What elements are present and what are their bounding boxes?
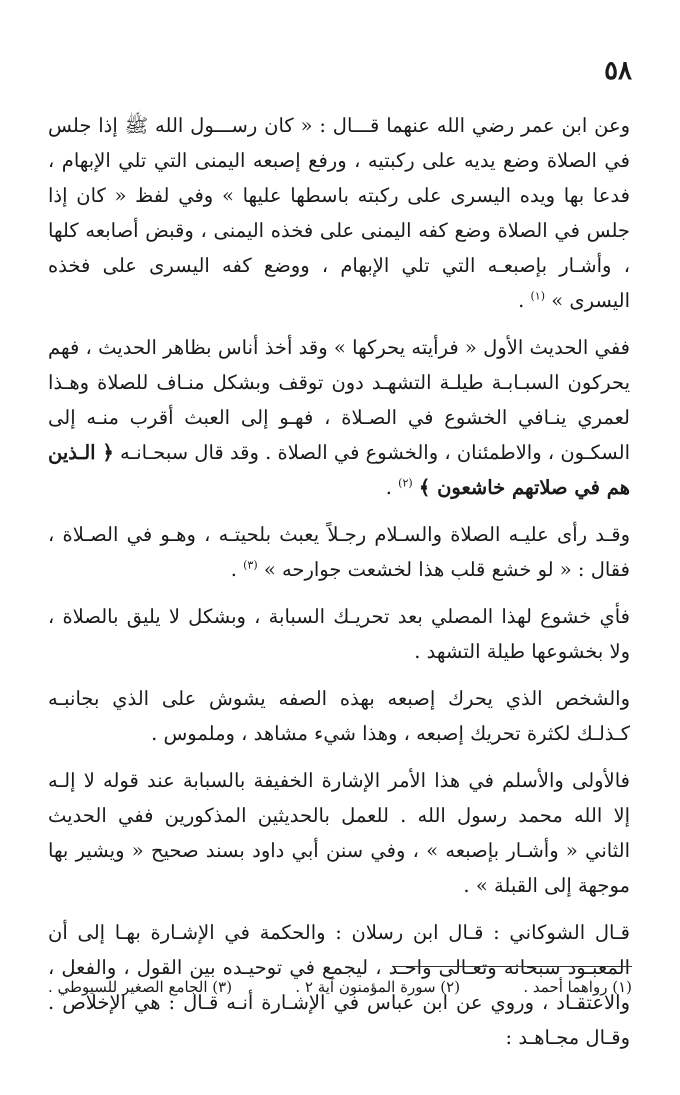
quran-verse: ﴿ الـذين هم في صلاتهم خاشعون ﴾ [48, 441, 630, 499]
footnote-divider [392, 966, 632, 967]
footnote-ref-2[interactable]: (٢) [398, 476, 413, 490]
paragraph-first-hadith-discussion [48, 330, 632, 505]
footnote-ref-3[interactable]: (٣) [243, 558, 258, 572]
paragraph-end: . [518, 289, 531, 312]
footnotes [48, 976, 632, 998]
paragraph-hadith-ibn-umar [48, 108, 632, 318]
paragraph-text: وعن ابن عمر رضي الله عنهما قـــال : « كان رســـول الله ﷺ إذا جلس في الصلاة وضع يديه على ركبتيه ، ورفع إصبعه اليمنى التي تلي الإبهام ، فدعا بها ويده اليسرى على ركبته باسطها عليها » وفي لفظ « كان إذا جلس في الصلاة وضع كفه اليمنى على فخذه اليمنى ، وقبض أصابعه كلها ، وأشـار بإصبعـه التي تلي الإبهام ، ووضع كفه اليسرى على فخذه اليسرى » [48, 114, 630, 312]
footnote-2: (٢) سورة المؤمنون آية ٢ . [295, 978, 461, 996]
paragraph-what-humility: فأي خشوع لهذا المصلي بعد تحريـك السبابة ، وبشكل لا يليق بالصلاة ، ولا بخشوعها طيلة التشهد . [48, 605, 630, 663]
footnote-ref-1[interactable]: (١) [530, 289, 545, 303]
body-text [48, 108, 632, 1067]
paragraph-text: وقـد رأى عليـه الصلاة والسـلام رجـلاً يعبث بلحيتـه ، وهـو في الصـلاة ، فقال : « لو خشع قلب هذا لخشعت جوارحه » [48, 523, 630, 581]
paragraph-text: ففي الحديث الأول « فرأيته يحركها » وقد أخذ أناس بظاهر الحديث ، فهم يحركون السبـابـة طيلـة التشهـد دون توقف وبشكل منـاف للصلاة وهـذا لعمري ينـافي الخشوع في الصـلاة ، فهـو إلى العبث أقرب منـه إلى السكـون ، والاطمئنان ، والخشوع في الصلاة . وقد قال سبحـانـه [48, 336, 630, 464]
paragraph-better-light-pointing: فالأولى والأسلم في هذا الأمر الإشارة الخفيفة بالسبابة عند قوله لا إلـه إلا الله محمد رسول الله . للعمل بالحديثين المذكورين ففي الحديث الثاني « وأشـار بإصبعه » ، وفي سنن أبي داود بسند صحيح « ويشير بها موجهة إلى القبلة » . [48, 769, 630, 897]
paragraph-shawkani: قـال الشوكاني : قـال ابن رسلان : والحكمة في الإشـارة بهـا إلى أن المعبـود سبحانه وتعـالى واحـد ، ليجمع في توحيـده بين القول ، والفعل ، والاعتقـاد ، وروي عن ابن عباس في الإشـارة أنـه قـال : هي الإخلاص . وقـال مجـاهـد : [48, 921, 630, 1049]
paragraph-disturbs-neighbor: والشخص الذي يحرك إصبعه بهذه الصفه يشوش على الذي بجانبـه كـذلـك لكثرة تحريك إصبعه ، وهذا شيء مشاهد ، وملموس . [48, 687, 630, 745]
footnote-3: (٣) الجامع الصغير للسيوطي . [48, 978, 233, 996]
paragraph-end: . [230, 558, 244, 581]
footnote-1: (١) رواهما أحمد . [523, 978, 632, 996]
page-number: ٥٨ [604, 56, 632, 86]
paragraph-end: . [385, 476, 399, 499]
paragraph-man-playing-beard [48, 517, 632, 587]
